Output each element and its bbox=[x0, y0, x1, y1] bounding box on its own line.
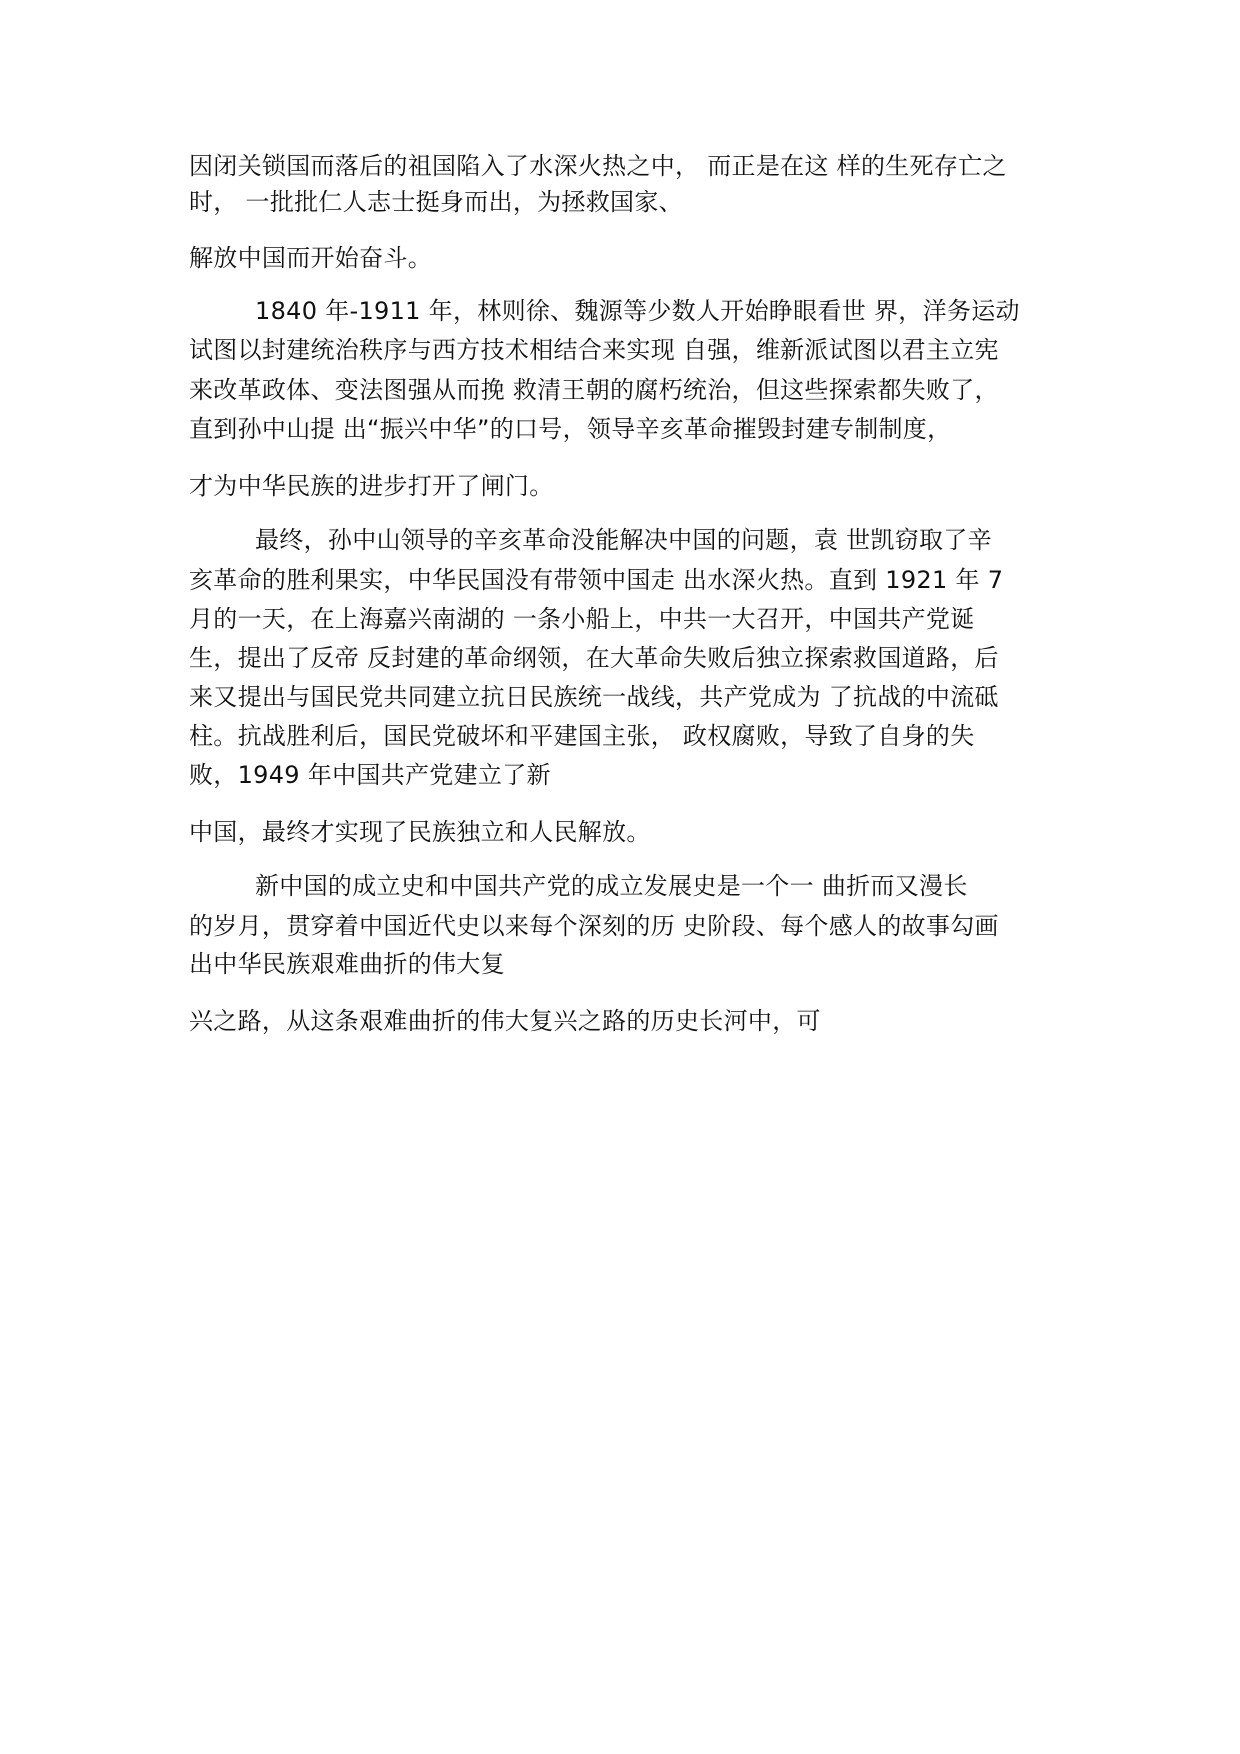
text-line: 因闭关锁国而落后的祖国陷入了水深火热之中， 而正是在这 样的生死存亡之 bbox=[189, 152, 1007, 180]
text-line: 月的一天，在上海嘉兴南湖的 一条小船上，中共一大召开，中国共产党诞 bbox=[189, 605, 975, 633]
text-line: 时， 一批批仁人志士挺身而出，为拯救国家、 bbox=[189, 188, 683, 216]
text-line: 来又提出与国民党共同建立抗日民族统一战线，共产党成为 了抗战的中流砥 bbox=[189, 683, 999, 711]
text-line: 才为中华民族的进步打开了闸门。 bbox=[189, 472, 554, 500]
text-line: 中国，最终才实现了民族独立和人民解放。 bbox=[189, 818, 651, 846]
text-line: 兴之路，从这条艰难曲折的伟大复兴之路的历史长河中，可 bbox=[189, 1007, 821, 1035]
text-line: 新中国的成立史和中国共产党的成立发展史是一个一 曲折而又漫长 bbox=[255, 872, 968, 900]
text-line: 解放中国而开始奋斗。 bbox=[189, 244, 432, 272]
text-line: 来改革政体、变法图强从而挽 救清王朝的腐朽统治，但这些探索都失败了， bbox=[189, 376, 999, 404]
text-line: 生，提出了反帝 反封建的革命纲领，在大革命失败后独立探索救国道路，后 bbox=[189, 644, 999, 672]
text-line: 直到孙中山提 出“振兴中华”的口号，领导辛亥革命摧毁封建专制制度， bbox=[189, 415, 952, 443]
text-line: 1840 年-1911 年，林则徐、魏源等少数人开始睁眼看世 界，洋务运动 bbox=[255, 297, 1020, 325]
text-line: 出中华民族艰难曲折的伟大复 bbox=[189, 950, 505, 978]
text-line: 柱。抗战胜利后，国民党破坏和平建国主张， 政权腐败，导致了自身的失 bbox=[189, 722, 975, 750]
text-line: 最终，孙中山领导的辛亥革命没能解决中国的问题，袁 世凯窃取了辛 bbox=[255, 526, 992, 554]
text-line: 试图以封建统治秩序与西方技术相结合来实现 自强，维新派试图以君主立宪 bbox=[189, 336, 999, 364]
text-line: 亥革命的胜利果实，中华民国没有带领中国走 出水深火热。直到 1921 年 7 bbox=[189, 566, 1004, 594]
text-line: 的岁月，贯穿着中国近代史以来每个深刻的历 史阶段、每个感人的故事勾画 bbox=[189, 912, 999, 940]
text-line: 败，1949 年中国共产党建立了新 bbox=[189, 761, 551, 789]
